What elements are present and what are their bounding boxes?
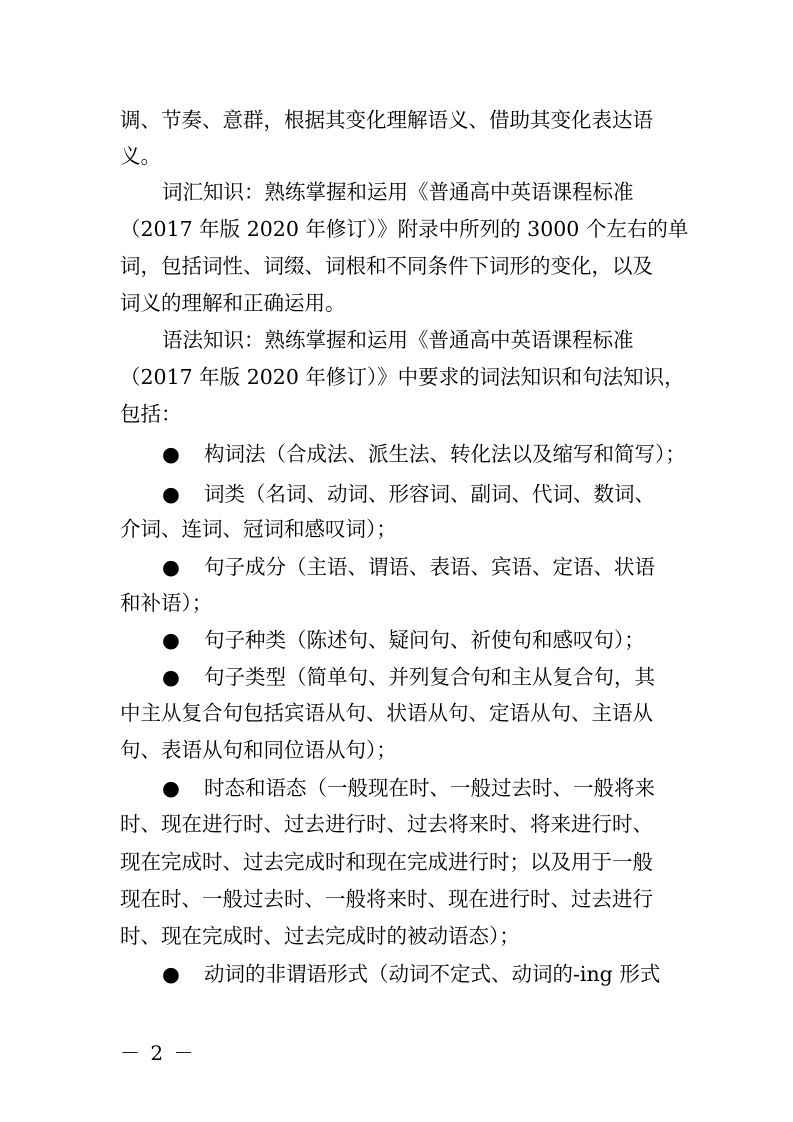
text-line <box>0 102 793 138</box>
bullet-icon: ● <box>162 776 180 800</box>
bullet-icon: ● <box>162 555 180 579</box>
line-text: 现在时、一般过去时、一般将来时、现在进行时、过去进行 <box>120 887 653 911</box>
bullet-item <box>0 549 793 585</box>
text-line <box>0 138 793 174</box>
line-text: 时、现在进行时、过去进行时、过去将来时、将来进行时、 <box>120 812 653 836</box>
line-text: 语法知识：熟练掌握和运用《普通高中英语课程标准 <box>162 328 634 352</box>
bullet-text: 时态和语态（一般现在时、一般过去时、一般将来 <box>204 776 655 800</box>
bullet-icon: ● <box>162 962 180 986</box>
bullet-icon: ● <box>162 442 180 466</box>
bullet-item <box>0 956 793 992</box>
bullet-text: 词类（名词、动词、形容词、副词、代词、数词、 <box>204 482 655 506</box>
line-text: 介词、连词、冠词和感叹词）； <box>120 517 397 541</box>
text-line <box>0 285 793 321</box>
line-text: （2017 年版 2020 年修订）》附录中所列的 3000 个左右的单 <box>120 217 689 241</box>
text-line <box>0 322 793 358</box>
line-text: 调、节奏、意群，根据其变化理解语义、借助其变化表达语 <box>120 108 653 132</box>
bullet-text: 动词的非谓语形式（动词不定式、动词的-ing 形式 <box>204 962 661 986</box>
line-text: 词汇知识：熟练掌握和运用《普通高中英语课程标准 <box>162 180 634 204</box>
bullet-text: 句子类型（简单句、并列复合句和主从复合句，其 <box>204 665 655 689</box>
line-text: 义。 <box>120 144 161 168</box>
bullet-text: 句子成分（主语、谓语、表语、宾语、定语、状语 <box>204 555 655 579</box>
text-line <box>0 211 793 247</box>
line-text: 句、表语从句和同位语从句）； <box>120 738 397 762</box>
text-line <box>0 359 793 395</box>
text-line <box>0 695 793 731</box>
bullet-item <box>0 622 793 658</box>
bullet-text: 句子种类（陈述句、疑问句、祈使句和感叹句）； <box>204 628 645 652</box>
bullet-icon: ● <box>162 482 180 506</box>
bullet-item <box>0 770 793 806</box>
line-text: （2017 年版 2020 年修订）》中要求的词法知识和句法知识， <box>120 365 685 389</box>
text-line <box>0 806 793 842</box>
line-text: 时、现在完成时、过去完成时的被动语态）； <box>120 924 520 948</box>
bullet-text: 构词法（合成法、派生法、转化法以及缩写和简写）； <box>204 442 686 466</box>
text-line <box>0 918 793 954</box>
text-line <box>0 511 793 547</box>
page-number: － 2 － <box>120 1041 196 1065</box>
text-line <box>0 585 793 621</box>
text-line <box>0 174 793 210</box>
bullet-item <box>0 436 793 472</box>
line-text: 和补语）； <box>120 591 213 615</box>
bullet-icon: ● <box>162 628 180 652</box>
line-text: 词义的理解和正确运用。 <box>120 291 346 315</box>
text-line <box>0 844 793 880</box>
text-line <box>0 732 793 768</box>
text-line <box>0 248 793 284</box>
line-text: 中主从复合句包括宾语从句、状语从句、定语从句、主语从 <box>120 701 653 725</box>
text-line <box>0 881 793 917</box>
line-text: 包括： <box>120 402 182 426</box>
text-line <box>0 396 793 432</box>
bullet-icon: ● <box>162 665 180 689</box>
line-text: 现在完成时、过去完成时和现在完成进行时；以及用于一般 <box>120 850 653 874</box>
bullet-item <box>0 476 793 512</box>
line-text: 词，包括词性、词缀、词根和不同条件下词形的变化，以及 <box>120 254 653 278</box>
bullet-item <box>0 659 793 695</box>
